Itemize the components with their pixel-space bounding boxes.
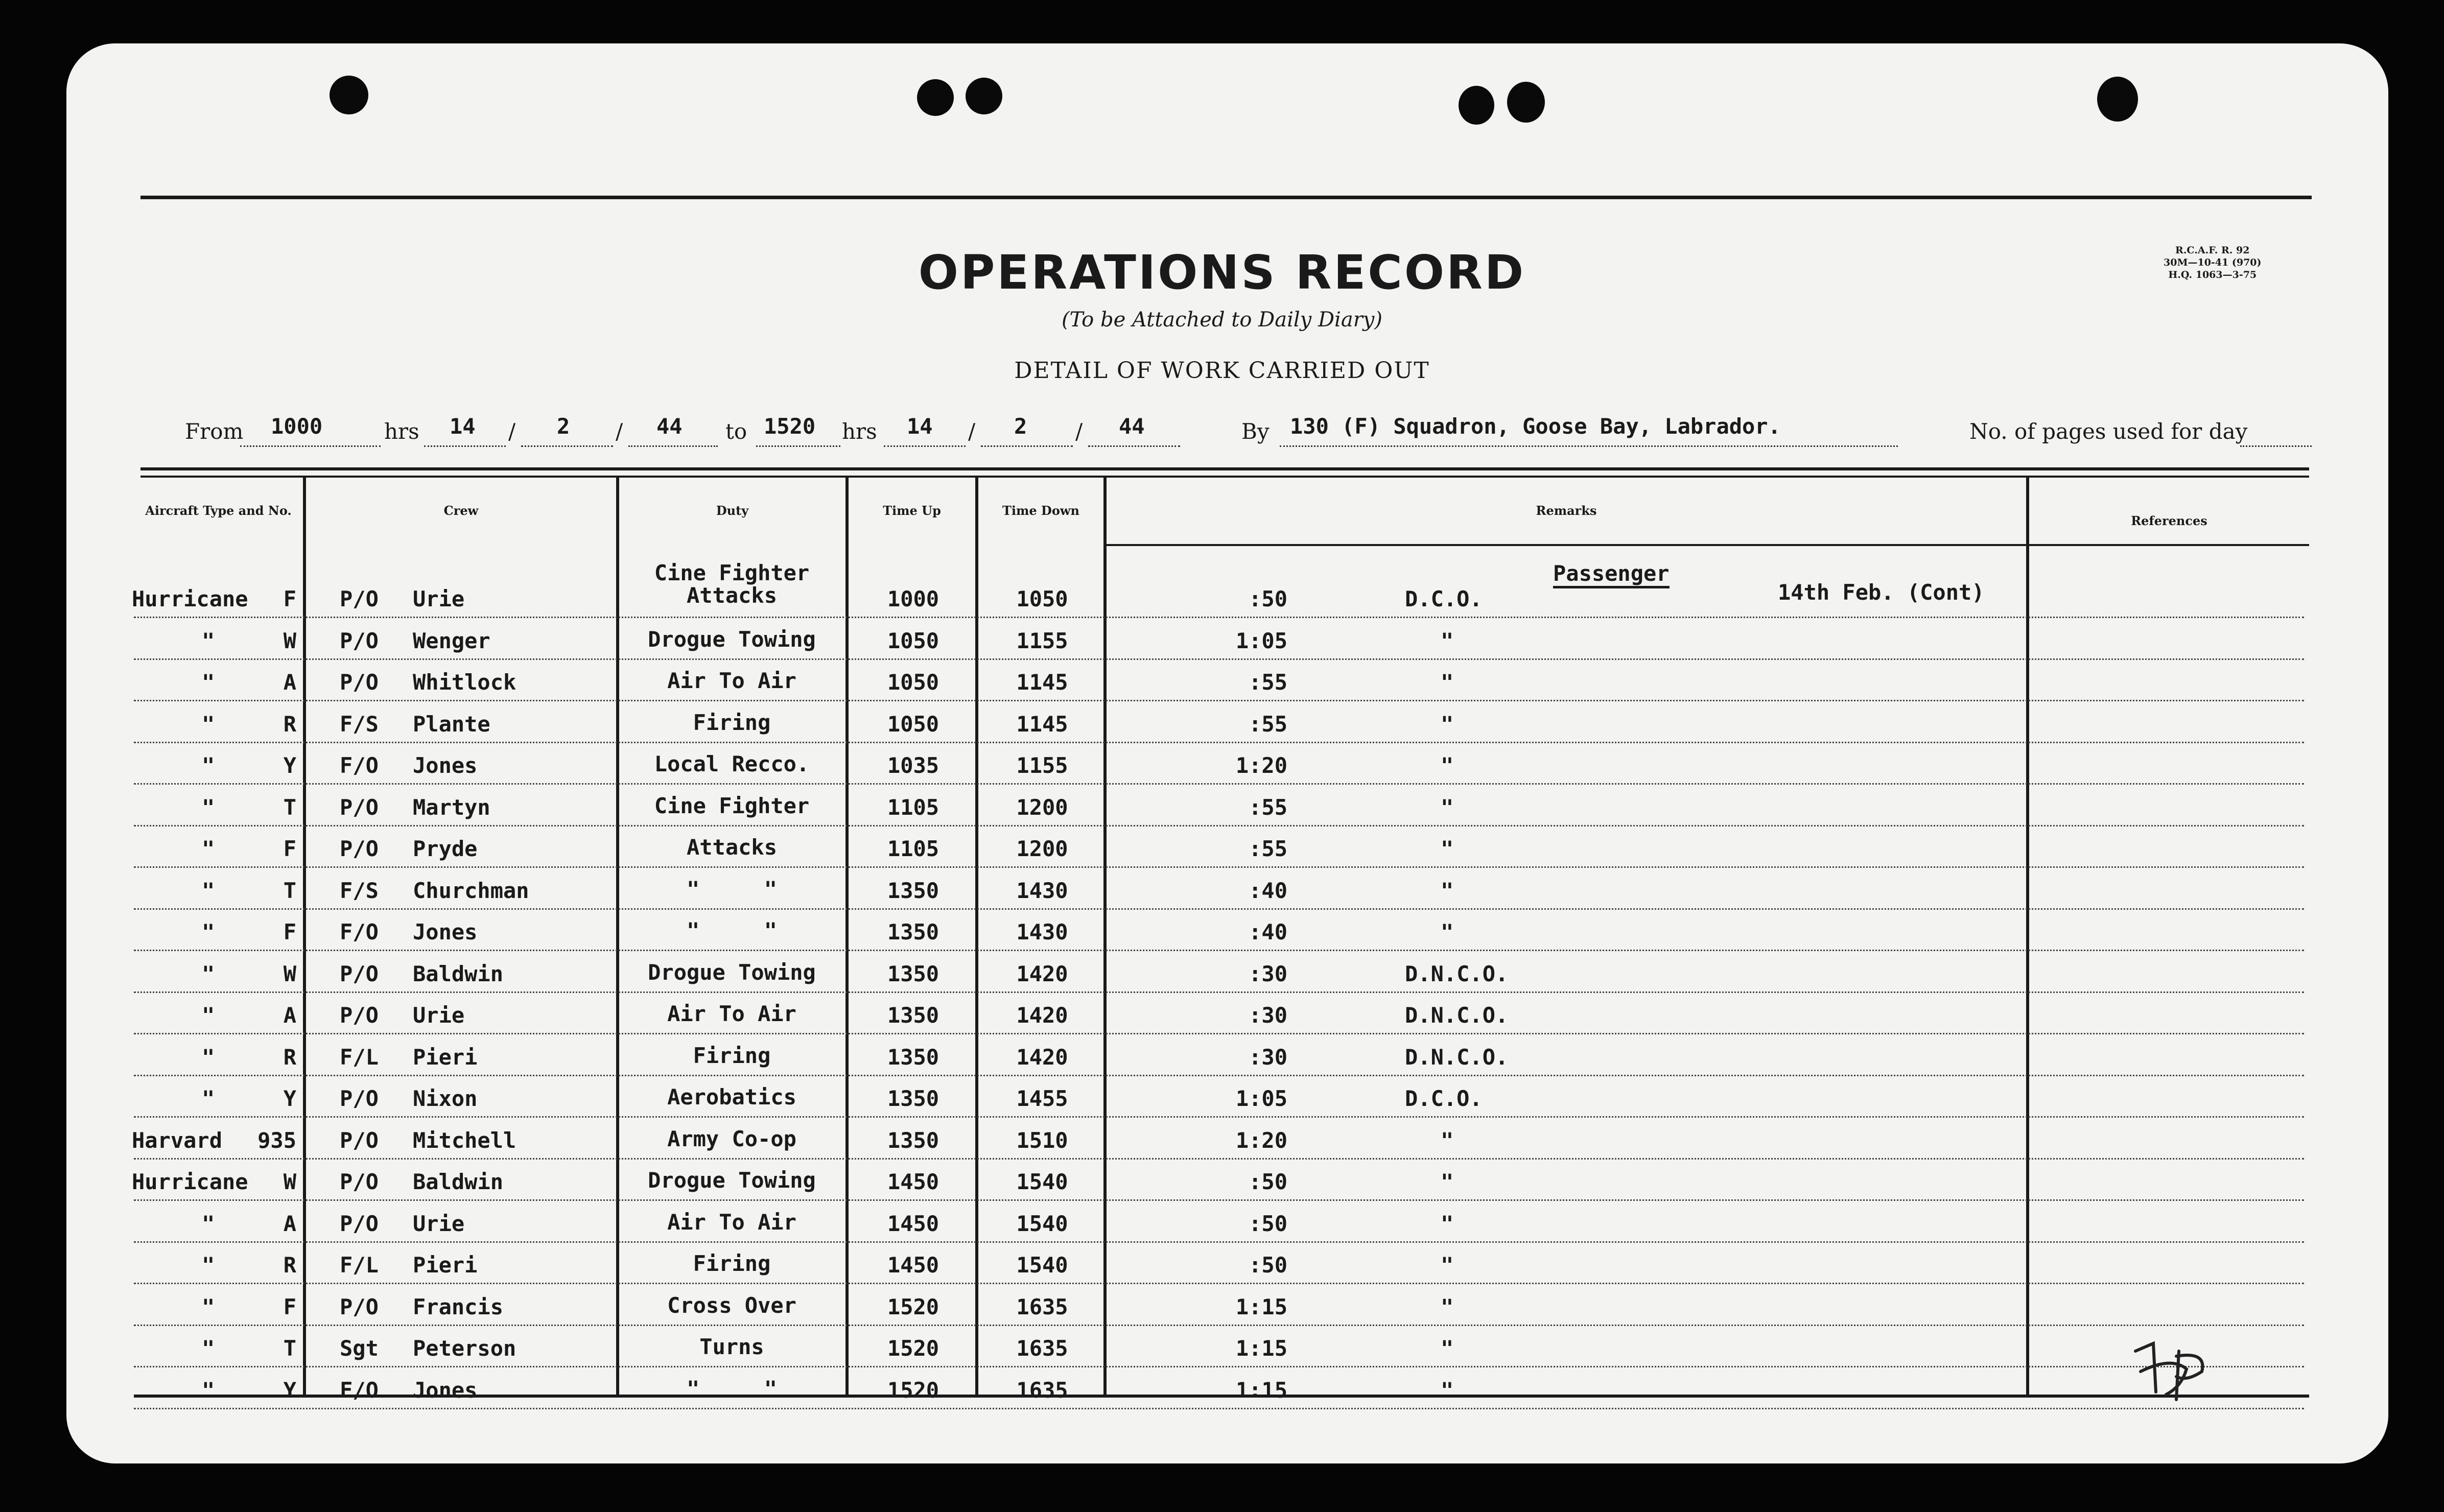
crew-name: Jones <box>413 753 478 778</box>
column-header-references: References <box>2131 513 2207 528</box>
remark: " <box>1441 1294 1454 1319</box>
time-down: 1145 <box>1016 711 1068 737</box>
pages-label: No. of pages used for day <box>1969 419 2248 444</box>
table-row <box>134 868 2304 910</box>
crew-rank: F/L <box>340 1253 379 1278</box>
crew-rank: P/O <box>340 794 379 820</box>
page-subtitle: (To be Attached to Daily Diary) <box>1061 308 1383 332</box>
remark: D.N.C.O. <box>1405 961 1509 986</box>
flight-duration: :50 <box>1249 1169 1287 1194</box>
crew-rank: P/O <box>340 1003 379 1028</box>
remark: " <box>1441 794 1454 820</box>
remark: " <box>1441 711 1454 737</box>
duty: Cine Fighter <box>654 793 810 818</box>
time-down: 1200 <box>1016 836 1068 861</box>
time-up: 1050 <box>887 711 939 737</box>
remark: D.N.C.O. <box>1405 1003 1509 1028</box>
crew-name: Urie <box>413 1003 465 1028</box>
time-up: 1350 <box>887 1086 939 1111</box>
remark: " <box>1441 1336 1454 1361</box>
aircraft-type: " <box>202 628 215 653</box>
time-down: 1540 <box>1016 1253 1068 1278</box>
remark: " <box>1441 670 1454 695</box>
remark: " <box>1441 753 1454 778</box>
time-up: 1105 <box>887 836 939 861</box>
crew-name: Whitlock <box>413 670 516 695</box>
aircraft-type: " <box>202 794 215 820</box>
time-up: 1450 <box>887 1211 939 1236</box>
time-up: 1105 <box>887 794 939 820</box>
to-year: 44 <box>1119 414 1145 439</box>
flight-duration: :55 <box>1249 836 1287 861</box>
flight-duration: :55 <box>1249 670 1287 695</box>
header-rule <box>1103 544 2309 546</box>
from-month: 2 <box>557 414 570 439</box>
from-year: 44 <box>656 414 683 439</box>
from-day: 14 <box>450 414 476 439</box>
column-header-duty: Duty <box>716 503 749 518</box>
aircraft-type: " <box>202 1044 215 1070</box>
passenger-label: Passenger <box>1553 561 1670 588</box>
table-row <box>134 1160 2304 1201</box>
duty: Firing <box>693 710 771 735</box>
aircraft-type: " <box>202 670 215 695</box>
by-unit: 130 (F) Squadron, Goose Bay, Labrador. <box>1290 414 1781 439</box>
page-title: OPERATIONS RECORD <box>918 245 1526 300</box>
aircraft-letter: T <box>283 878 296 903</box>
duty: " " <box>686 1376 777 1401</box>
duty: Air To Air <box>667 1001 796 1026</box>
time-up: 1450 <box>887 1253 939 1278</box>
aircraft-letter: W <box>283 961 296 986</box>
crew-name: Baldwin <box>413 1169 504 1194</box>
remark: D.C.O. <box>1405 1086 1483 1111</box>
column-header-remarks: Remarks <box>1536 503 1597 518</box>
flight-duration: :30 <box>1249 1003 1287 1028</box>
crew-name: Pryde <box>413 836 478 861</box>
duty: Aerobatics <box>667 1084 796 1109</box>
aircraft-letter: F <box>283 919 296 944</box>
flight-duration: :30 <box>1249 1044 1287 1070</box>
duty: Cine Fighter Attacks <box>654 560 810 608</box>
duty: Firing <box>693 1043 771 1068</box>
table-row <box>134 701 2304 743</box>
table-row <box>134 1284 2304 1326</box>
time-up: 1000 <box>887 586 939 611</box>
crew-name: Pieri <box>413 1044 478 1070</box>
aircraft-letter: R <box>283 711 296 737</box>
time-down: 1420 <box>1016 961 1068 986</box>
table-row <box>134 910 2304 952</box>
table-row <box>134 1326 2304 1368</box>
column-header-aircraft: Aircraft Type and No. <box>145 503 292 518</box>
punch-hole <box>2097 77 2138 122</box>
aircraft-letter: Y <box>283 1086 296 1111</box>
crew-name: Martyn <box>413 794 490 820</box>
crew-rank: F/L <box>340 1044 379 1070</box>
duty: " " <box>686 918 777 943</box>
column-header-crew: Crew <box>443 503 479 518</box>
flight-duration: :30 <box>1249 961 1287 986</box>
remark: " <box>1441 628 1454 653</box>
flight-duration: 1:20 <box>1235 753 1287 778</box>
crew-rank: F/S <box>340 711 379 737</box>
punch-hole <box>330 76 368 114</box>
time-up: 1050 <box>887 670 939 695</box>
aircraft-type: " <box>202 753 215 778</box>
aircraft-letter: A <box>283 670 296 695</box>
time-up: 1520 <box>887 1336 939 1361</box>
duty: Drogue Towing <box>648 1168 816 1193</box>
flight-duration: 1:15 <box>1235 1377 1287 1403</box>
table-row <box>134 1034 2304 1076</box>
crew-name: Jones <box>413 1377 478 1403</box>
duty: Firing <box>693 1251 771 1276</box>
date-note: 14th Feb. (Cont) <box>1778 580 1985 605</box>
aircraft-letter: Y <box>283 753 296 778</box>
crew-name: Urie <box>413 1211 465 1236</box>
time-up: 1520 <box>887 1294 939 1319</box>
duty: Drogue Towing <box>648 959 816 985</box>
time-up: 1350 <box>887 961 939 986</box>
crew-rank: P/O <box>340 961 379 986</box>
aircraft-letter: W <box>283 1169 296 1194</box>
crew-name: Plante <box>413 711 490 737</box>
crew-rank: P/O <box>340 836 379 861</box>
time-up: 1035 <box>887 753 939 778</box>
table-row <box>134 826 2304 868</box>
flight-duration: 1:20 <box>1235 1127 1287 1153</box>
aircraft-letter: R <box>283 1044 296 1070</box>
time-down: 1155 <box>1016 628 1068 653</box>
table-row <box>134 660 2304 702</box>
aircraft-type: Hurricane <box>132 1169 248 1194</box>
crew-rank: F/S <box>340 878 379 903</box>
time-up: 1350 <box>887 1127 939 1153</box>
punch-hole <box>1507 82 1545 123</box>
flight-duration: 1:05 <box>1235 1086 1287 1111</box>
time-down: 1420 <box>1016 1003 1068 1028</box>
duty: Local Recco. <box>654 751 810 776</box>
remark: " <box>1441 919 1454 944</box>
aircraft-letter: A <box>283 1211 296 1236</box>
top-rule <box>140 196 2312 199</box>
crew-name: Peterson <box>413 1336 516 1361</box>
crew-rank: P/O <box>340 1211 379 1236</box>
time-down: 1200 <box>1016 794 1068 820</box>
hrs-label-2: hrs <box>842 419 877 444</box>
flight-duration: 1:15 <box>1235 1336 1287 1361</box>
flight-duration: :50 <box>1249 1253 1287 1278</box>
aircraft-letter: A <box>283 1003 296 1028</box>
table-row <box>134 618 2304 660</box>
crew-name: Jones <box>413 919 478 944</box>
table-row <box>134 1201 2304 1243</box>
crew-rank: P/O <box>340 1294 379 1319</box>
time-up: 1350 <box>887 878 939 903</box>
crew-name: Baldwin <box>413 961 504 986</box>
aircraft-letter: Y <box>283 1377 296 1403</box>
remark: " <box>1441 1253 1454 1278</box>
flight-duration: :40 <box>1249 919 1287 944</box>
detail-heading: DETAIL OF WORK CARRIED OUT <box>1014 358 1430 384</box>
duty: Attacks <box>686 835 777 860</box>
from-label: From <box>185 419 244 444</box>
aircraft-letter: W <box>283 628 296 653</box>
crew-name: Churchman <box>413 878 529 903</box>
to-day: 14 <box>907 414 933 439</box>
time-down: 1540 <box>1016 1169 1068 1194</box>
aircraft-letter: F <box>283 836 296 861</box>
aircraft-type: " <box>202 919 215 944</box>
aircraft-type: " <box>202 711 215 737</box>
aircraft-type: " <box>202 1086 215 1111</box>
aircraft-letter: R <box>283 1253 296 1278</box>
to-time: 1520 <box>764 414 816 439</box>
table-row <box>134 562 2304 618</box>
time-down: 1510 <box>1016 1127 1068 1153</box>
time-up: 1350 <box>887 1003 939 1028</box>
crew-rank: Sgt <box>340 1336 379 1361</box>
time-up: 1350 <box>887 1044 939 1070</box>
crew-rank: F/O <box>340 919 379 944</box>
remark: " <box>1441 1127 1454 1153</box>
crew-rank: P/O <box>340 628 379 653</box>
table-row <box>134 785 2304 826</box>
duty: Air To Air <box>667 1209 796 1235</box>
crew-name: Wenger <box>413 628 490 653</box>
duty: Army Co-op <box>667 1126 796 1151</box>
duty: Turns <box>699 1334 764 1359</box>
flight-duration: 1:15 <box>1235 1294 1287 1319</box>
flight-duration: :40 <box>1249 878 1287 903</box>
aircraft-letter: F <box>283 586 296 611</box>
duty: Cross Over <box>667 1292 796 1318</box>
time-down: 1145 <box>1016 670 1068 695</box>
crew-rank: P/O <box>340 586 379 611</box>
aircraft-type: " <box>202 1253 215 1278</box>
crew-name: Pieri <box>413 1253 478 1278</box>
time-down: 1430 <box>1016 919 1068 944</box>
punch-hole <box>1459 86 1494 125</box>
flight-duration: :50 <box>1249 1211 1287 1236</box>
time-down: 1430 <box>1016 878 1068 903</box>
crew-rank: P/O <box>340 1169 379 1194</box>
aircraft-type: " <box>202 1294 215 1319</box>
aircraft-letter: F <box>283 1294 296 1319</box>
time-down: 1635 <box>1016 1294 1068 1319</box>
aircraft-letter: 935 <box>257 1127 296 1153</box>
flight-duration: :55 <box>1249 794 1287 820</box>
crew-rank: P/O <box>340 1086 379 1111</box>
duty: Drogue Towing <box>648 626 816 652</box>
aircraft-type: " <box>202 836 215 861</box>
aircraft-letter: T <box>283 794 296 820</box>
crew-name: Nixon <box>413 1086 478 1111</box>
remark: D.N.C.O. <box>1405 1044 1509 1070</box>
initials-signature <box>2125 1341 2217 1402</box>
by-label: By <box>1241 419 1270 444</box>
table-row <box>134 951 2304 993</box>
crew-rank: P/O <box>340 670 379 695</box>
time-down: 1050 <box>1016 586 1068 611</box>
remark: " <box>1441 1169 1454 1194</box>
table-row <box>134 743 2304 785</box>
crew-name: Urie <box>413 586 465 611</box>
aircraft-letter: T <box>283 1336 296 1361</box>
row-divider <box>134 1408 2304 1409</box>
aircraft-type: " <box>202 1377 215 1403</box>
aircraft-type: Hurricane <box>132 586 248 611</box>
table-row <box>134 1367 2304 1409</box>
table-row <box>134 1243 2304 1285</box>
aircraft-type: " <box>202 1336 215 1361</box>
time-down: 1540 <box>1016 1211 1068 1236</box>
crew-name: Mitchell <box>413 1127 516 1153</box>
remark: " <box>1441 1377 1454 1403</box>
to-month: 2 <box>1014 414 1027 439</box>
time-up: 1350 <box>887 919 939 944</box>
flight-duration: :50 <box>1249 586 1287 611</box>
duty: " " <box>686 876 777 902</box>
table-row <box>134 993 2304 1035</box>
aircraft-type: " <box>202 1003 215 1028</box>
time-down: 1635 <box>1016 1336 1068 1361</box>
crew-rank: F/O <box>340 753 379 778</box>
flight-duration: :55 <box>1249 711 1287 737</box>
from-time: 1000 <box>271 414 323 439</box>
crew-rank: P/O <box>340 1127 379 1153</box>
aircraft-type: " <box>202 1211 215 1236</box>
flight-duration: 1:05 <box>1235 628 1287 653</box>
hrs-label: hrs <box>384 419 419 444</box>
aircraft-type: Harvard <box>132 1127 223 1153</box>
time-up: 1520 <box>887 1377 939 1403</box>
remark: " <box>1441 836 1454 861</box>
aircraft-type: " <box>202 961 215 986</box>
table-row <box>134 1118 2304 1160</box>
remark: " <box>1441 1211 1454 1236</box>
remark: " <box>1441 878 1454 903</box>
time-down: 1635 <box>1016 1377 1068 1403</box>
crew-name: Francis <box>413 1294 504 1319</box>
time-down: 1455 <box>1016 1086 1068 1111</box>
table-top-rule <box>140 467 2309 470</box>
aircraft-type: " <box>202 878 215 903</box>
punch-hole <box>966 78 1002 114</box>
time-up: 1050 <box>887 628 939 653</box>
remark: D.C.O. <box>1405 586 1483 611</box>
to-label: to <box>725 419 747 444</box>
time-down: 1155 <box>1016 753 1068 778</box>
column-header-time-up: Time Up <box>883 503 941 518</box>
column-header-time-down: Time Down <box>1002 503 1079 518</box>
form-number: R.C.A.F. R. 92 30M—10-41 (970) H.Q. 1063—3-75 <box>2164 245 2262 280</box>
table-row <box>134 1076 2304 1118</box>
duty: Air To Air <box>667 668 796 693</box>
time-down: 1420 <box>1016 1044 1068 1070</box>
crew-rank: F/O <box>340 1377 379 1403</box>
time-up: 1450 <box>887 1169 939 1194</box>
punch-hole <box>917 79 954 116</box>
